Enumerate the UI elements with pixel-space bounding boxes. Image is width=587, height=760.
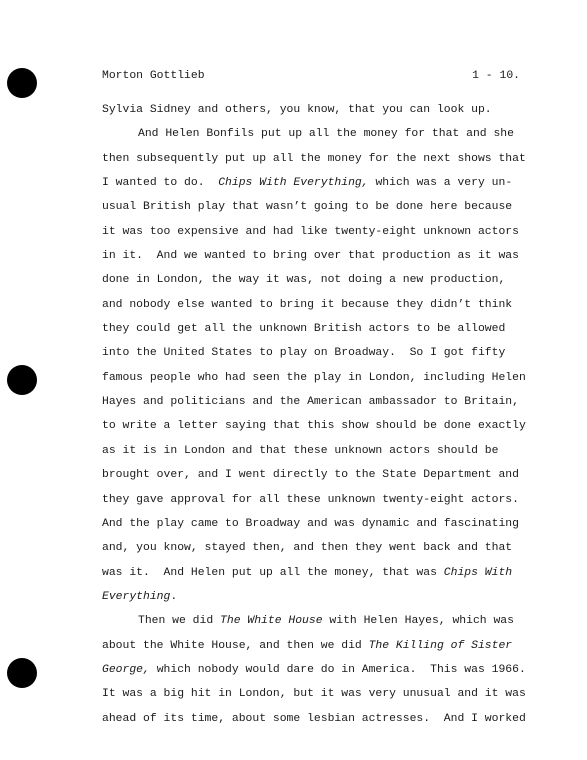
punch-hole — [7, 68, 37, 98]
line-text: they could get all the unknown British actors to be allowed — [102, 323, 506, 336]
header-name: Morton Gottlieb — [102, 70, 205, 82]
page-header — [102, 68, 520, 84]
text-line — [102, 122, 532, 146]
text-line — [102, 268, 532, 292]
line-text: ahead of its time, about some lesbian actresses. And I worked — [102, 712, 526, 725]
text-line — [102, 585, 532, 609]
line-text: and nobody else wanted to bring it because they didn’t think — [102, 298, 513, 311]
text-line — [102, 220, 532, 244]
line-text: I wanted to do. — [102, 177, 219, 190]
line-text: as it is in London and that these unknown actors should be — [102, 444, 499, 457]
text-line — [102, 463, 532, 487]
text-line — [102, 317, 532, 341]
text-line — [102, 682, 532, 706]
line-text: it was too expensive and had like twenty-eight unknown actors — [102, 225, 519, 238]
line-text: they gave approval for all these unknown twenty-eight actors. — [102, 493, 519, 506]
text-line — [102, 147, 532, 171]
punch-hole — [7, 658, 37, 688]
text-line — [102, 366, 532, 390]
line-text: which nobody would dare do in America. This was 1966. — [149, 663, 526, 676]
line-text: which was a very un- — [368, 177, 513, 190]
text-line — [102, 609, 532, 633]
text-line — [102, 341, 532, 365]
line-text: into the United States to play on Broadway. So I got fifty — [102, 347, 506, 360]
line-text: Sylvia Sidney and others, you know, that you can look up. — [102, 104, 492, 116]
text-line — [102, 707, 532, 731]
text-line — [102, 634, 532, 658]
line-text: to write a letter saying that this show should be done exactly — [102, 420, 526, 433]
text-line — [102, 561, 532, 585]
line-text: And the play came to Broadway and was dynamic and fascinating — [102, 517, 519, 530]
line-text: It was a big hit in London, but it was very unusual and it was — [102, 688, 526, 701]
line-text: done in London, the way it was, not doing a new production, — [102, 274, 506, 287]
line-text: And Helen Bonfils put up all the money for that and she — [138, 128, 514, 141]
punch-hole — [7, 365, 37, 395]
title-text: The Killing of Sister — [368, 639, 513, 652]
line-text: about the White House, and then we did — [102, 639, 369, 652]
line-text: Hayes and politicians and the American ambassador to Britain, — [102, 396, 519, 409]
text-line — [102, 512, 532, 536]
text-line — [102, 488, 532, 512]
text-line — [102, 98, 532, 122]
text-line — [102, 658, 532, 682]
page-number: 1 - 10. — [472, 70, 520, 82]
title-text: Chips With — [443, 566, 513, 579]
text-line — [102, 536, 532, 560]
text-line — [102, 390, 532, 414]
line-text: brought over, and I went directly to the State Department and — [102, 469, 519, 482]
line-text: . — [170, 590, 178, 603]
text-line — [102, 293, 532, 317]
line-text: Then we did — [138, 615, 221, 628]
transcript-body — [102, 98, 532, 731]
line-text: then subsequently put up all the money for the next shows that — [102, 152, 526, 165]
text-line — [102, 195, 532, 219]
line-text: in it. And we wanted to bring over that production as it was — [102, 250, 519, 263]
line-text: famous people who had seen the play in London, including Helen — [102, 371, 526, 384]
text-line — [102, 414, 532, 438]
title-text: George, — [102, 663, 150, 676]
title-text: The White House — [220, 615, 323, 628]
text-line — [102, 171, 532, 195]
title-text: Chips With Everything, — [218, 177, 369, 190]
text-line — [102, 439, 532, 463]
line-text: and, you know, stayed then, and then they went back and that — [102, 542, 513, 555]
line-text: was it. And Helen put up all the money, that was — [102, 566, 444, 579]
title-text: Everything — [102, 590, 171, 603]
line-text: with Helen Hayes, which was — [322, 615, 514, 628]
text-line — [102, 244, 532, 268]
line-text: usual British play that wasn’t going to be done here because — [102, 201, 513, 214]
